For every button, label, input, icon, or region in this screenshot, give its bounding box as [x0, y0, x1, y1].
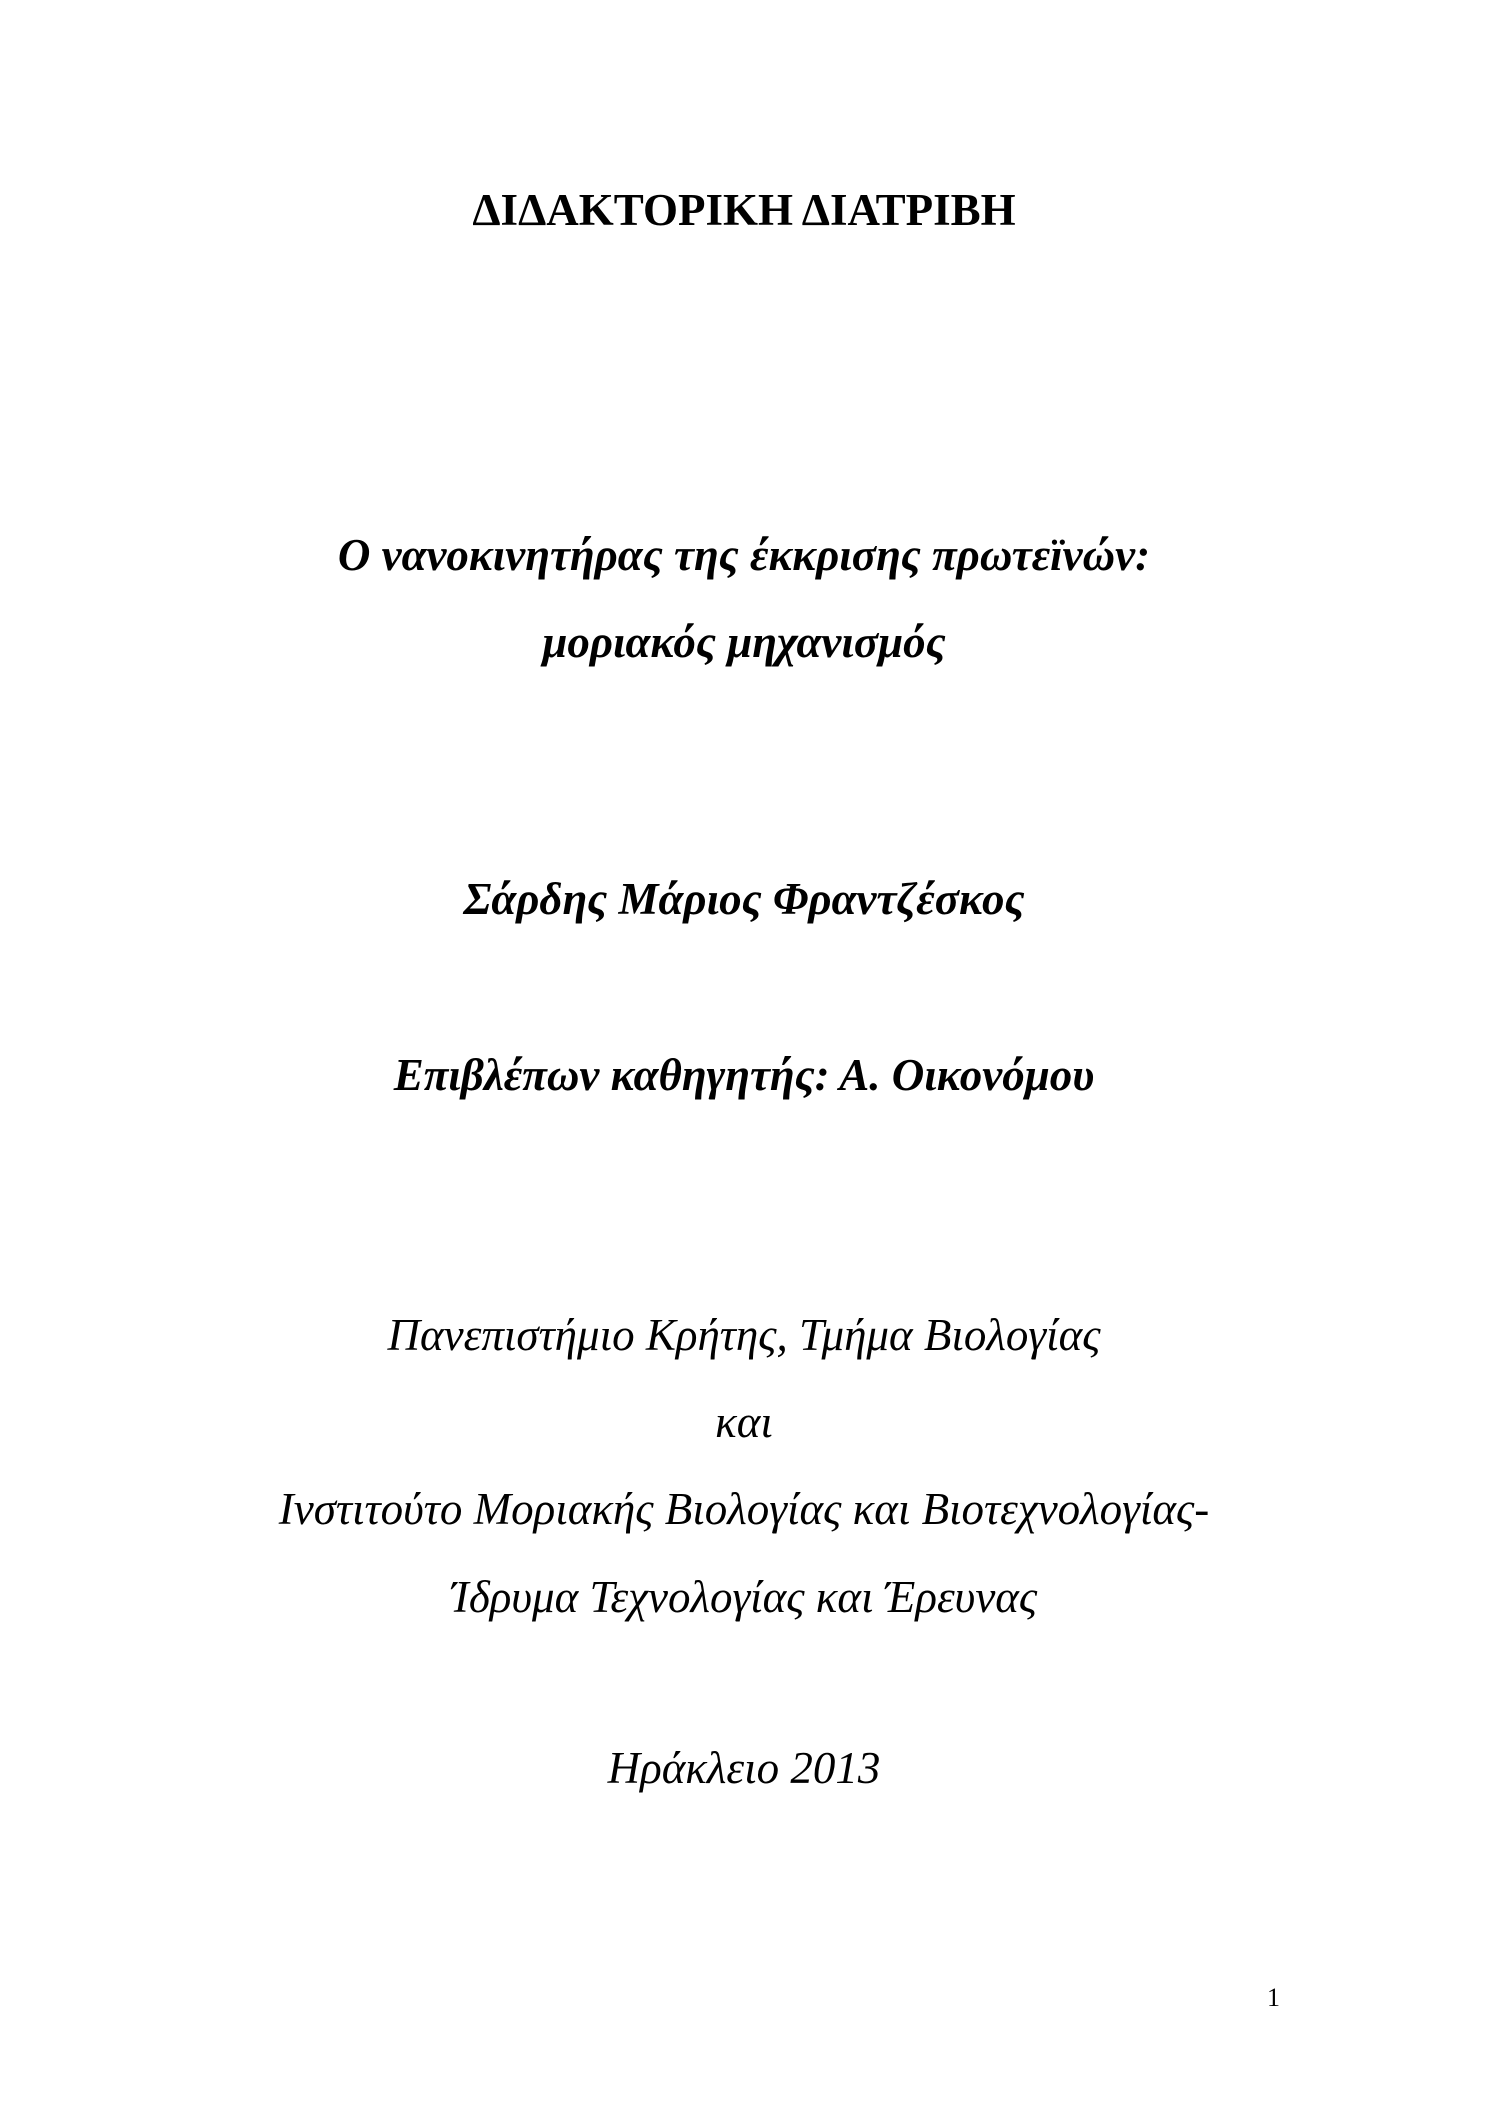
place-and-year: Ηράκλειο 2013 [607, 1743, 881, 1793]
page-number: 1 [1267, 1983, 1280, 2012]
thesis-title-line-1: Ο νανοκινητήρας της έκκρισης πρωτεϊνών: [337, 530, 1151, 580]
document-type-heading: ΔΙΔΑΚΤΟΡΙΚΗ ΔΙΑΤΡΙΒΗ [472, 185, 1016, 235]
thesis-title-line-2: μοριακός μηχανισμός [542, 617, 946, 667]
author-name: Σάρδης Μάριος Φραντζέσκος [463, 874, 1025, 924]
supervisor-line: Επιβλέπων καθηγητής: Α. Οικονόμου [393, 1050, 1095, 1100]
affiliation-line-4: Ίδρυμα Τεχνολογίας και Έρευνας [450, 1572, 1038, 1622]
affiliation-line-3: Ινστιτούτο Μοριακής Βιολογίας και Βιοτεχνολογίας- [278, 1484, 1210, 1534]
affiliation-line-1: Πανεπιστήμιο Κρήτης, Τμήμα Βιολογίας [387, 1310, 1101, 1360]
affiliation-line-2: και [715, 1397, 773, 1447]
